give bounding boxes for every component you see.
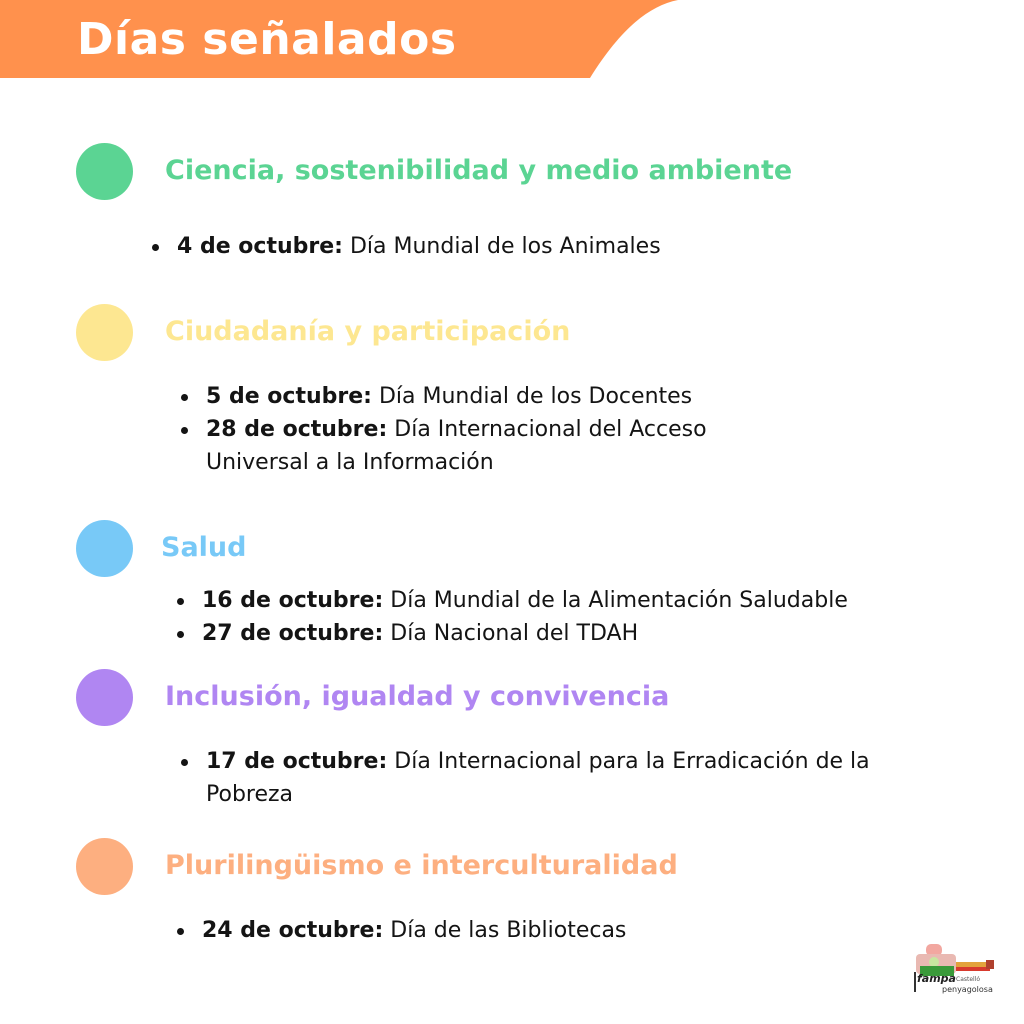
bullet-icon	[181, 759, 188, 766]
list-item	[181, 413, 707, 479]
event-text: Día de las Bibliotecas	[390, 918, 627, 943]
event-text: Día Mundial de la Alimentación Saludable	[390, 588, 848, 613]
bullet-icon	[181, 394, 188, 401]
event-text: Día Nacional del TDAH	[390, 621, 639, 646]
bullet-icon	[177, 598, 184, 605]
category-dot	[76, 304, 133, 361]
event-text: Día Mundial de los Docentes	[378, 384, 693, 409]
section-title: Inclusión, igualdad y convivencia	[165, 681, 670, 712]
section-title: Ciudadanía y participación	[165, 316, 571, 347]
event-date: 17 de octubre:	[206, 749, 388, 774]
list-item	[177, 617, 848, 650]
event-date: 24 de octubre:	[202, 918, 384, 943]
section-title: Ciencia, sostenibilidad y medio ambiente	[165, 155, 793, 186]
event-text: Día Mundial de los Animales	[349, 234, 661, 259]
bullet-icon	[177, 928, 184, 935]
event-text-continued: Universal a la Información	[206, 450, 494, 475]
category-dot	[76, 143, 133, 200]
event-list	[177, 914, 626, 947]
event-text: Día Internacional para la Erradicación de la	[394, 749, 870, 774]
event-date: 16 de octubre:	[202, 588, 384, 613]
event-date: 28 de octubre:	[206, 417, 388, 442]
section-title: Plurilingüismo e interculturalidad	[165, 850, 678, 881]
event-text-continued: Pobreza	[206, 782, 294, 807]
bullet-icon	[181, 427, 188, 434]
category-dot	[76, 520, 133, 577]
event-date: 4 de octubre:	[177, 234, 343, 259]
category-dot	[76, 669, 133, 726]
event-list	[177, 584, 848, 650]
event-list	[152, 230, 661, 263]
page-title: Días señalados	[77, 14, 457, 65]
bullet-icon	[177, 631, 184, 638]
logo-sub-2: penyagolosa	[942, 985, 993, 994]
event-list	[181, 745, 870, 811]
list-item	[181, 380, 707, 413]
event-date: 5 de octubre:	[206, 384, 372, 409]
list-item	[152, 230, 661, 263]
logo-sub-1: Castelló	[956, 976, 981, 983]
fampa-logo	[912, 938, 998, 998]
bullet-icon	[152, 244, 159, 251]
category-dot	[76, 838, 133, 895]
event-date: 27 de octubre:	[202, 621, 384, 646]
list-item	[181, 745, 870, 811]
event-list	[181, 380, 707, 479]
logo-name: fampa	[917, 972, 956, 985]
event-text: Día Internacional del Acceso	[394, 417, 707, 442]
section-title: Salud	[161, 532, 247, 563]
list-item	[177, 584, 848, 617]
list-item	[177, 914, 626, 947]
